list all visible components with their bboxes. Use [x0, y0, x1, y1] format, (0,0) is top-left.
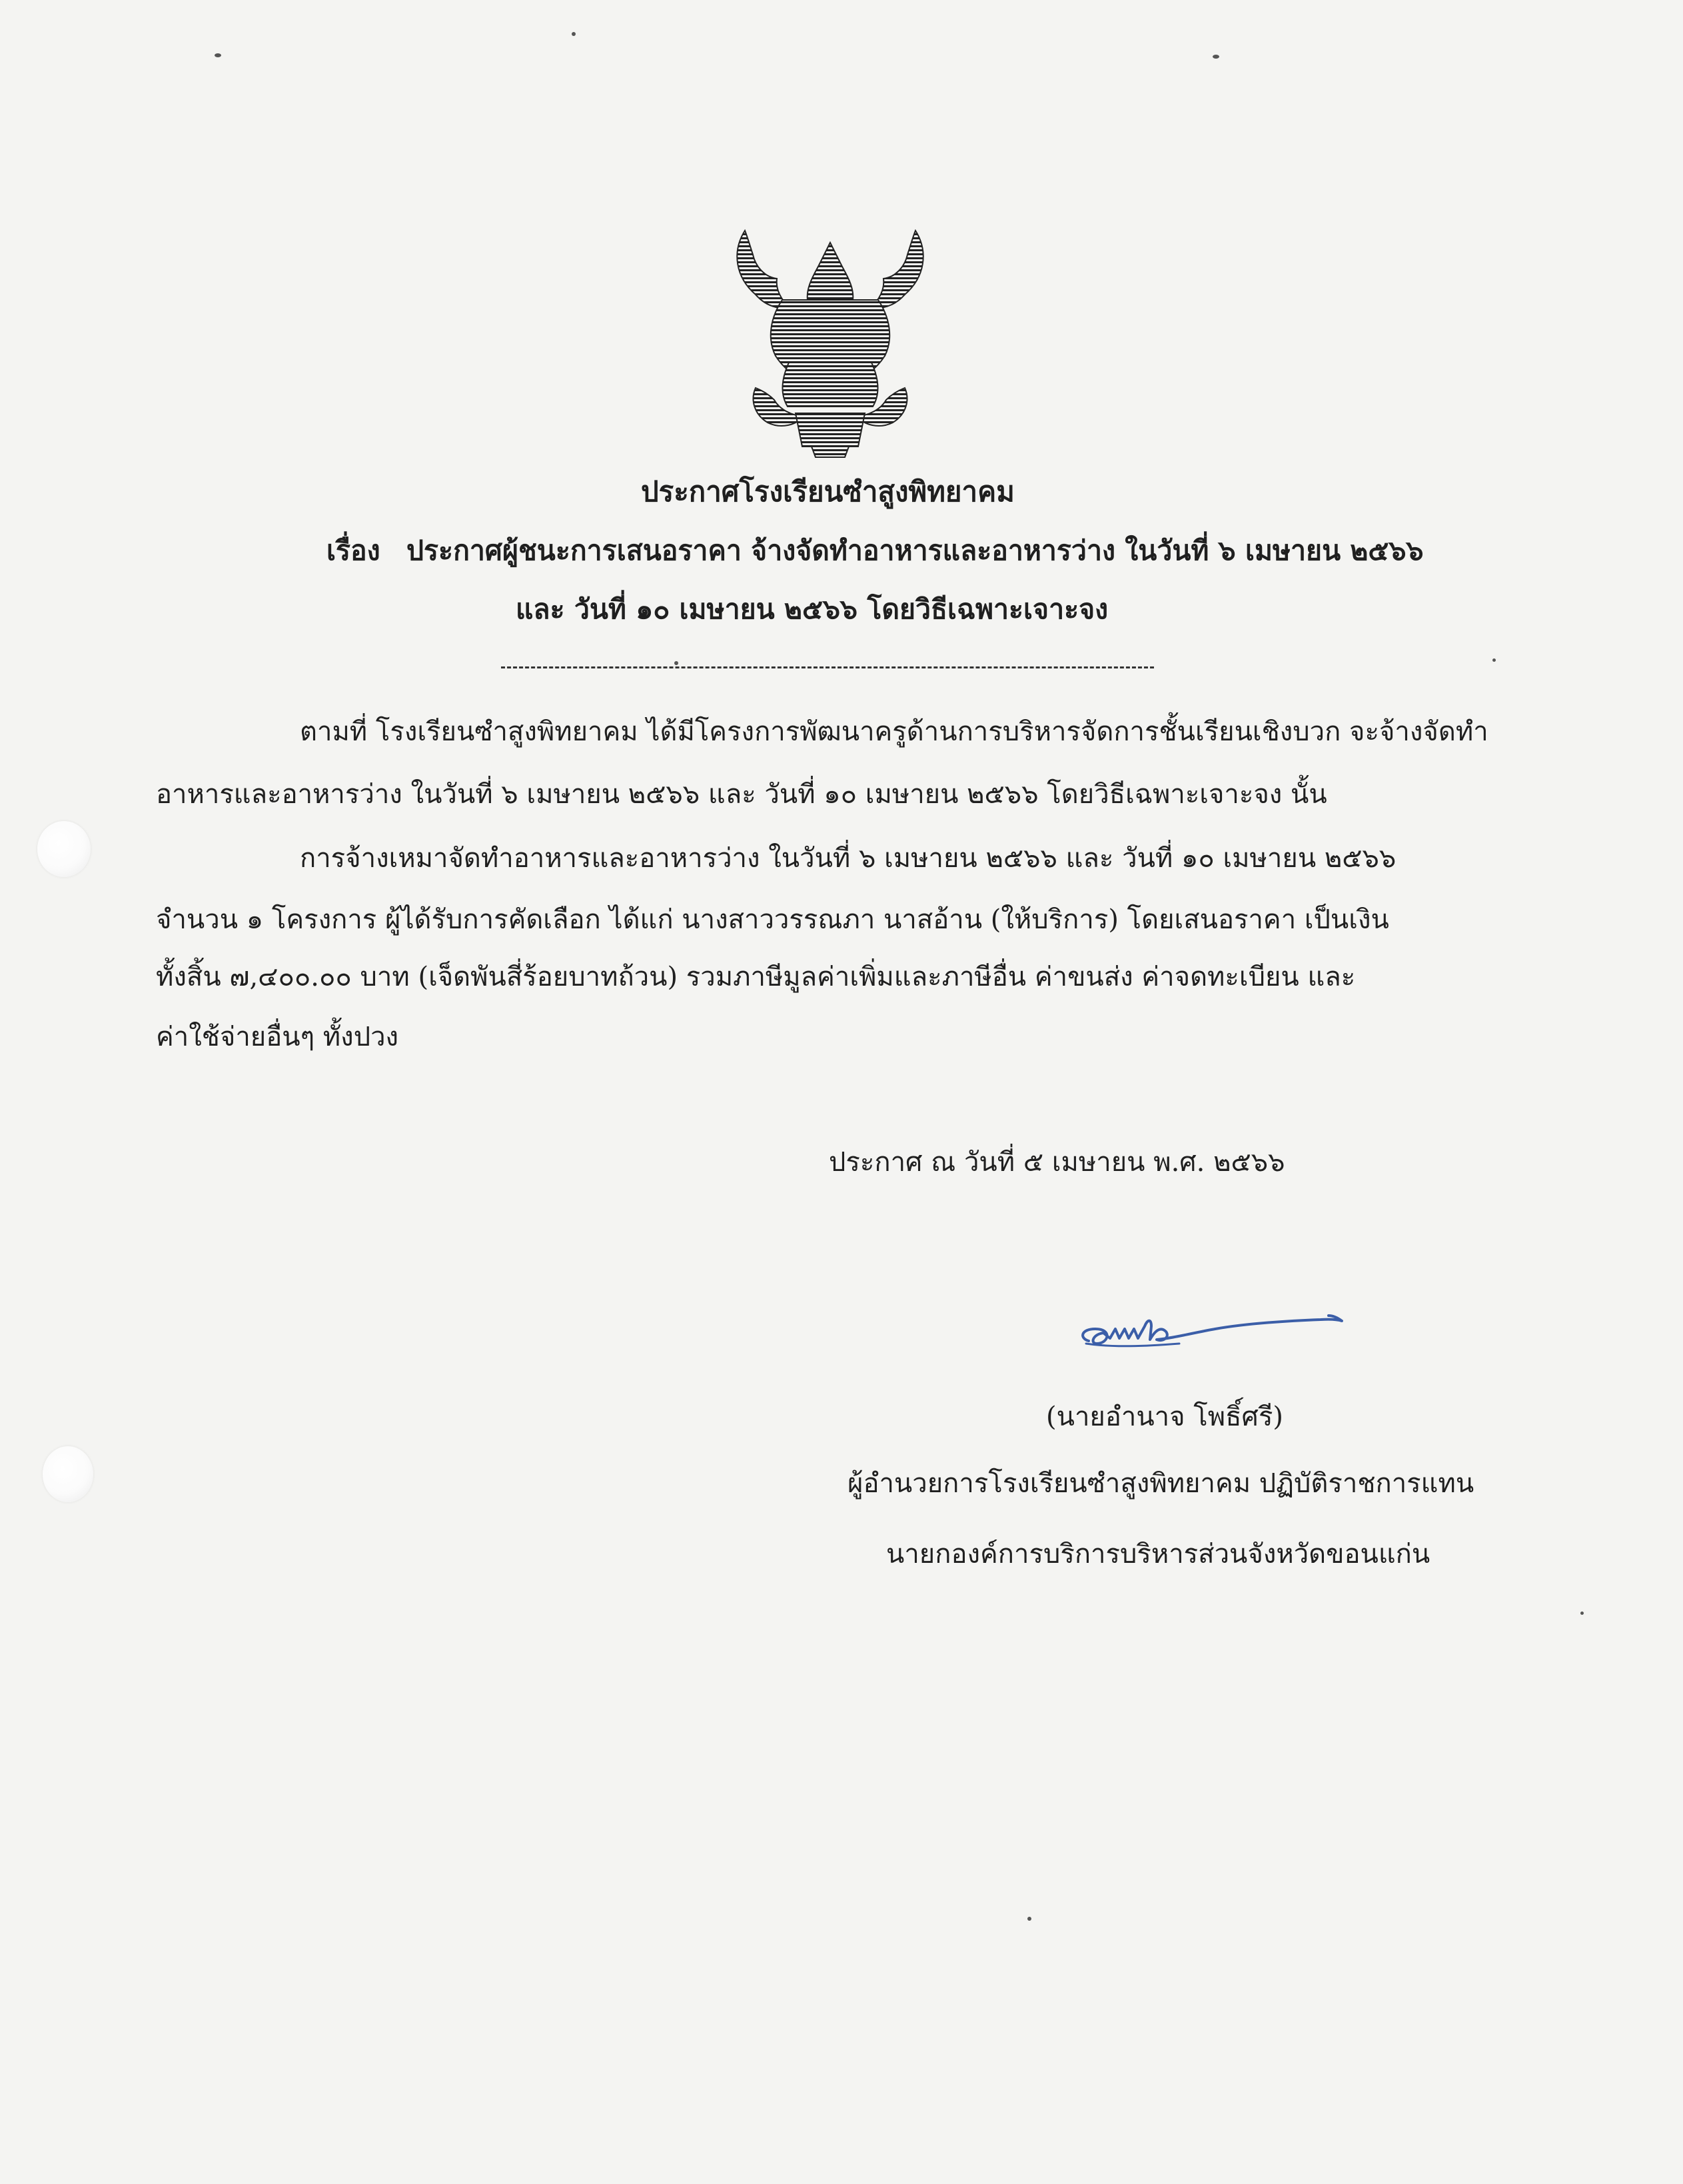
- announcement-title: ประกาศโรงเรียนซำสูงพิทยาคม: [641, 475, 1015, 508]
- signer-name: (นายอำนาจ โพธิ์ศรี): [1046, 1402, 1284, 1432]
- subject-line-1: [326, 533, 1424, 568]
- subject-label: เรื่อง: [326, 535, 380, 566]
- subject-line-2: และ วันที่ ๑๐ เมษายน ๒๕๖๖ โดยวิธีเฉพาะเจาะจง: [516, 593, 1109, 625]
- handwritten-signature: [1073, 1300, 1359, 1366]
- scan-speck: [1213, 55, 1219, 59]
- dashed-divider: [501, 666, 1154, 668]
- signer-position-2: นายกองค์การบริการบริหารส่วนจังหวัดขอนแก่น: [886, 1539, 1430, 1570]
- punch-hole-top: [37, 821, 91, 877]
- scan-speck: [1580, 1612, 1584, 1615]
- subject-text-1: ประกาศผู้ชนะการเสนอราคา จ้างจัดทำอาหารและอาหารว่าง ในวันที่ ๖ เมษายน ๒๕๖๖: [406, 535, 1424, 566]
- body-line-6: ค่าใช้จ่ายอื่นๆ ทั้งปวง: [156, 1022, 399, 1052]
- announcement-date: ประกาศ ณ วันที่ ๕ เมษายน พ.ศ. ๒๕๖๖: [829, 1147, 1285, 1178]
- scan-speck: [674, 661, 678, 665]
- body-line-2: อาหารและอาหารว่าง ในวันที่ ๖ เมษายน ๒๕๖๖ และ วันที่ ๑๐ เมษายน ๒๕๖๖ โดยวิธีเฉพาะเจาะจง นั้น: [156, 779, 1327, 810]
- body-line-1: ตามที่ โรงเรียนซำสูงพิทยาคม ได้มีโครงการพัฒนาครูด้านการบริหารจัดการชั้นเรียนเชิงบวก จะจ้างจัดทำ: [300, 716, 1488, 747]
- signer-position-1: ผู้อำนวยการโรงเรียนซำสูงพิทยาคม ปฏิบัติราชการแทน: [847, 1468, 1474, 1499]
- scan-speck: [1492, 658, 1496, 662]
- scan-speck: [1027, 1917, 1031, 1921]
- scan-speck: [572, 32, 576, 36]
- punch-hole-bottom: [43, 1446, 93, 1502]
- body-line-5: ทั้งสิ้น ๗,๔๐๐.๐๐ บาท (เจ็ดพันสี่ร้อยบาทถ้วน) รวมภาษีมูลค่าเพิ่มและภาษีอื่น ค่าขนส่ง ค่าจดทะเบียน และ: [156, 962, 1356, 992]
- scan-speck: [215, 53, 221, 57]
- body-line-4: จำนวน ๑ โครงการ ผู้ได้รับการคัดเลือก ได้แก่ นางสาววรรณภา นาสอ้าน (ให้บริการ) โดยเสนอราคา เป็นเงิน: [156, 904, 1389, 935]
- garuda-emblem-icon: [718, 225, 942, 460]
- body-line-3: การจ้างเหมาจัดทำอาหารและอาหารว่าง ในวันที่ ๖ เมษายน ๒๕๖๖ และ วันที่ ๑๐ เมษายน ๒๕๖๖: [300, 843, 1397, 874]
